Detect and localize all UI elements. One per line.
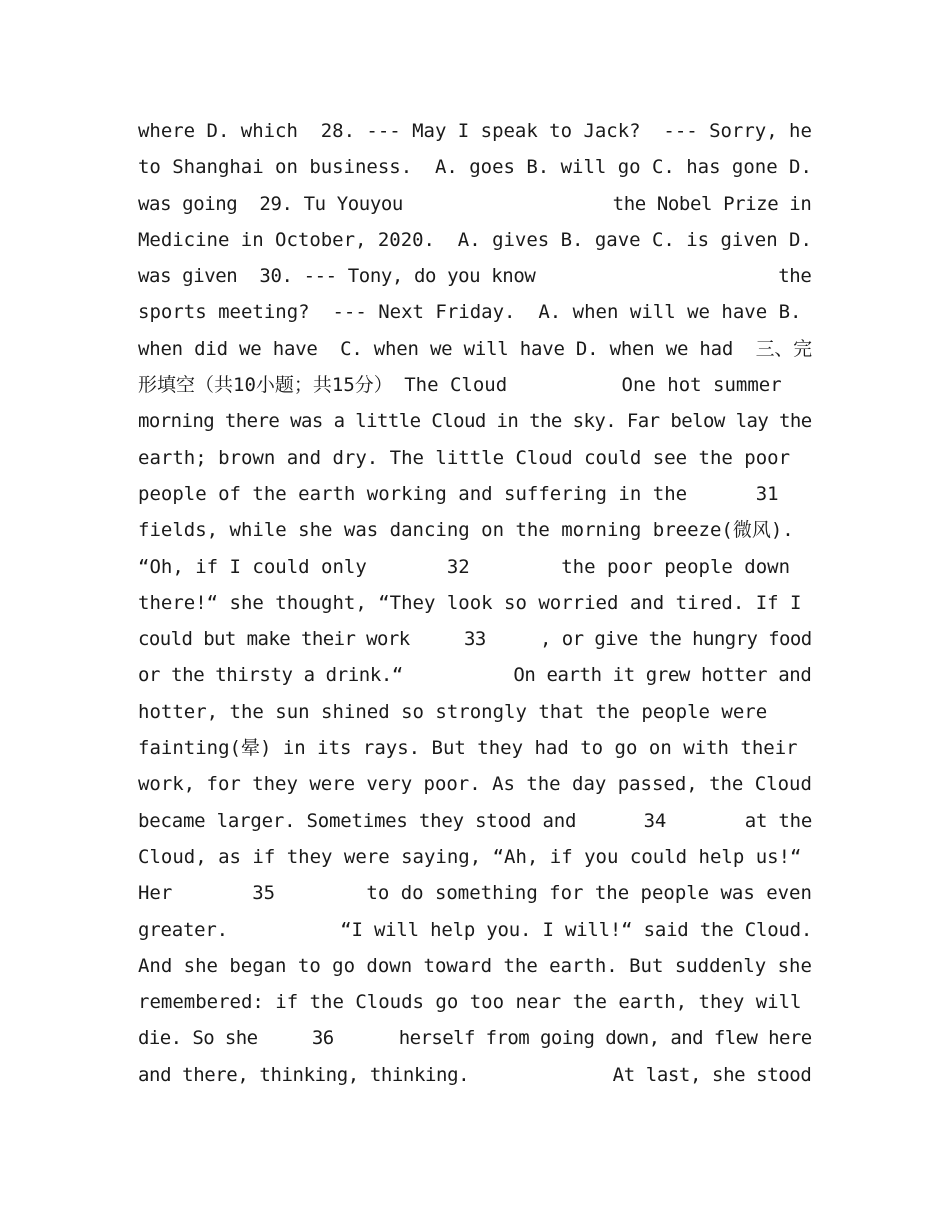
text-line: hotter, the sun shined so strongly that the people were bbox=[138, 700, 768, 723]
text-line: when did we have C. when we will have D. when we had 三、完 bbox=[138, 337, 812, 360]
text-line: greater. “I will help you. I will!“ said the Cloud. bbox=[138, 918, 812, 941]
text-line: morning there was a little Cloud in the sky. Far below lay the bbox=[138, 410, 812, 433]
text-line: fields, while she was dancing on the morning breeze(微风). bbox=[138, 519, 794, 542]
text-line: to Shanghai on business. A. goes B. will go C. has gone D. bbox=[138, 156, 812, 179]
text-line: remembered: if the Clouds go too near the earth, they will bbox=[138, 991, 802, 1014]
text-line: or the thirsty a drink.“ On earth it grew hotter and bbox=[138, 664, 812, 687]
text-line: earth; brown and dry. The little Cloud could see the poor bbox=[138, 446, 791, 469]
text-line: die. So she 36 herself from going down, and flew here bbox=[138, 1027, 812, 1050]
text-line: could but make their work 33 , or give the hungry food bbox=[138, 628, 812, 651]
text-line: became larger. Sometimes they stood and 34 at the bbox=[138, 809, 812, 832]
text-line: 形填空（共10小题；共15分） The Cloud One hot summer bbox=[138, 374, 782, 397]
text-line: was going 29. Tu Youyou the Nobel Prize in bbox=[138, 192, 812, 215]
text-line: and there, thinking, thinking. At last, she stood bbox=[138, 1063, 812, 1086]
text-line: work, for they were very poor. As the day passed, the Cloud bbox=[138, 773, 812, 796]
text-line: people of the earth working and suffering in the 31 bbox=[138, 482, 779, 505]
text-line: “Oh, if I could only 32 the poor people down bbox=[138, 555, 791, 578]
text-line: Cloud, as if they were saying, “Ah, if you could help us!“ bbox=[138, 845, 802, 868]
text-line: sports meeting? --- Next Friday. A. when will we have B. bbox=[138, 301, 802, 324]
document-body bbox=[138, 113, 812, 1093]
text-line: And she began to go down toward the earth. But suddenly she bbox=[138, 954, 812, 977]
text-line: there!“ she thought, “They look so worried and tired. If I bbox=[138, 591, 802, 614]
text-line: fainting(晕) in its rays. But they had to go on with their bbox=[138, 737, 798, 760]
text-line: Her 35 to do something for the people was even bbox=[138, 882, 812, 905]
text-line: Medicine in October, 2020. A. gives B. gave C. is given D. bbox=[138, 228, 812, 251]
text-line: where D. which 28. --- May I speak to Jack? --- Sorry, he bbox=[138, 120, 812, 142]
text-line: was given 30. --- Tony, do you know the bbox=[138, 265, 812, 288]
